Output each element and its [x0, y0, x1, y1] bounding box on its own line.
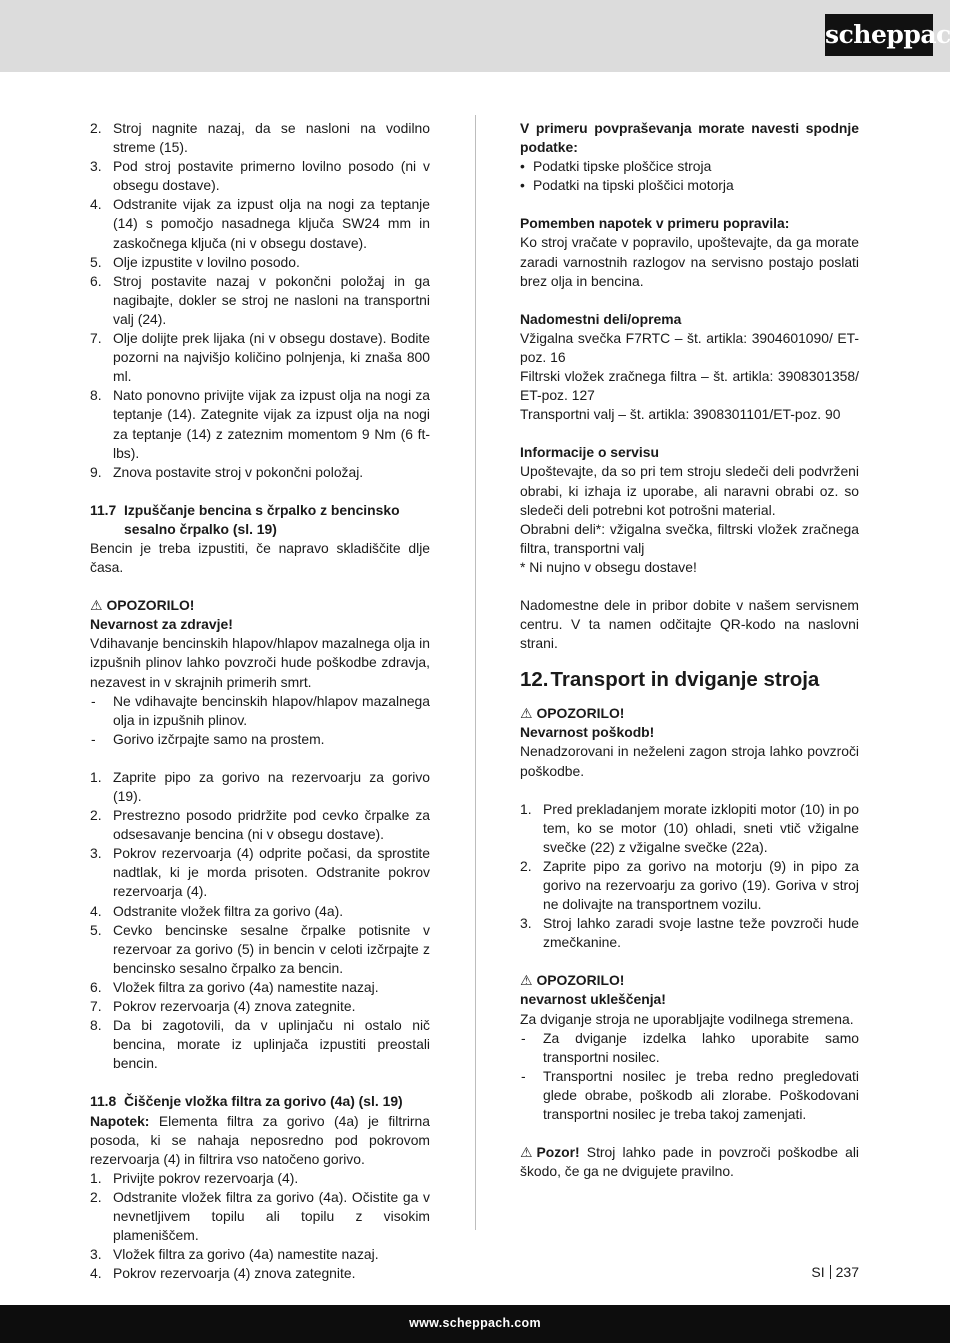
section-number: 12.	[520, 668, 549, 692]
list-step	[520, 800, 859, 857]
step-number: 6.	[90, 272, 102, 289]
step-number: 4.	[90, 902, 102, 919]
left-column	[90, 119, 430, 1283]
list-marker: -	[521, 1067, 526, 1084]
section-title: Izpuščanje bencina s črpalko z bencinsko sesalno črpalko (sl. 19)	[124, 501, 400, 537]
page-number	[800, 1264, 859, 1280]
list-step	[90, 195, 430, 252]
step-text: Pokrov rezervoarja (4) odprite počasi, da sprostite nadtlak, ki je morda prisoten. Odstranite pokrov rezervoarja (4).	[113, 845, 430, 900]
list-item	[520, 176, 859, 195]
list-step	[90, 902, 430, 921]
repair-text: Ko stroj vračate v popravilo, upoštevajte, da ga morate zaradi varnostnih razlogov na servisno postajo poslati brez olja in bencina.	[520, 234, 859, 289]
footnote-text: * Ni nujno v obsegu dostave!	[520, 558, 697, 575]
step-number: 6.	[90, 978, 102, 995]
list-step	[90, 997, 430, 1016]
list-step	[90, 978, 430, 997]
list-step	[90, 1245, 430, 1264]
list-step	[90, 463, 430, 482]
list-item	[520, 1029, 859, 1067]
section-title: Transport in dviganje stroja	[550, 668, 820, 692]
step-text: Pred prekladanjem morate izklopiti motor (10) in po tem, ko se motor (10) ohladi, sneti vtič vžigalne svečke (22) z vžigalne svečke (22a).	[543, 800, 859, 855]
section-11-7-heading	[90, 501, 430, 539]
list-step	[90, 272, 430, 329]
list-step	[90, 1016, 430, 1073]
item-text: Gorivo izčrpajte samo na prostem.	[113, 730, 325, 747]
website-link[interactable]: www.scheppach.com	[409, 1316, 541, 1330]
page-number-value: 237	[835, 1264, 859, 1280]
item-text: Ne vdihavajte bencinskih hlapov/hlapov mazalnega olja in izpušnih plinov.	[113, 692, 430, 728]
warning-triangle-icon: ⚠	[90, 597, 103, 614]
step-text: Olje dolijte prek lijaka (ni v obsegu dostave). Bodite pozorni na najvišjo količino polnjenja, ki znaša 800 ml.	[113, 330, 430, 385]
step-number: 2.	[90, 807, 102, 824]
list-step	[520, 914, 859, 952]
section-11-8-heading	[90, 1092, 430, 1111]
step-text: Odstranite vložek filtra za gorivo (4a). Očistite ga v nevnetljivem topilu ali topilu z visokim plameniščem.	[113, 1188, 430, 1244]
service-center-text: Nadomestne dele in pribor dobite v našem servisnem centru. V ta namen odčitajte QR-kodo na naslovni strani.	[520, 596, 859, 652]
note-label: Napotek:	[90, 1112, 150, 1129]
caution-text: Stroj lahko pade in povzroči poškodbe ali škodo, če ga ne dvigujete pravilno.	[520, 1144, 859, 1180]
step-text: Vložek filtra za gorivo (4a) namestite nazaj.	[113, 978, 379, 995]
list-item	[520, 157, 859, 176]
oil-change-steps	[90, 119, 430, 482]
list-item	[90, 730, 430, 749]
step-text: Stroj nagnite nazaj, da se nasloni na vodilno streme (15).	[113, 120, 430, 156]
step-text: Nato ponovno privijte vijak za izpust olja na nogi za teptanje (14). Zategnite vijak za izpust olja na nogi za teptanje (14) z zateznim momentom 9 Nm (6 ft-lbs).	[113, 387, 430, 461]
step-number: 2.	[520, 857, 532, 874]
list-step	[90, 844, 430, 901]
step-text: Prestrezno posodo pridržite pod cevko črpalke za odsesavanje bencina (ni v obsegu dostave).	[113, 807, 430, 843]
warning-heading: ⚠ OPOZORILO!	[520, 971, 859, 990]
spare-parts-title: Nadomestni deli/oprema	[520, 310, 682, 327]
scheppach-logo: scheppach	[825, 14, 933, 56]
service-text: Upoštevajte, da so pri tem stroju sledeči deli podvrženi obrabi, ki izhaja iz uporabe, ali naravni obrabi oz. so sledeči deli potrebni kot potrošni material.	[520, 463, 859, 518]
warning-text: Za dviganje stroja ne uporabljajte vodilnega stremena.	[520, 1010, 854, 1027]
warning-triangle-icon: ⚠	[520, 972, 533, 989]
list-step	[90, 157, 430, 195]
step-text: Vložek filtra za gorivo (4a) namestite nazaj.	[113, 1246, 379, 1263]
step-text: Odstranite vložek filtra za gorivo (4a).	[113, 902, 344, 919]
warning-heading: ⚠ OPOZORILO!	[90, 596, 430, 615]
note-paragraph	[90, 1112, 430, 1169]
item-text: Podatki tipske ploščice stroja	[533, 158, 712, 175]
section-11-7-text: Bencin je treba izpustiti, če napravo skladiščite dlje časa.	[90, 539, 430, 576]
list-step	[90, 1264, 430, 1283]
step-number: 3.	[90, 845, 102, 862]
step-number: 1.	[520, 800, 532, 817]
step-text: Pokrov rezervoarja (4) znova zategnite.	[113, 998, 356, 1015]
step-text: Da bi zagotovili, da v uplinjaču ni ostalo nič bencina, morate iz uplinjača izpustiti preostali bencin.	[113, 1017, 430, 1072]
wear-parts-text: Obrabni deli*: vžigalna svečka, filtrski vložek zračnega filtra, transportni valj	[520, 520, 859, 556]
item-text: Za dviganje izdelka lahko uporabite samo transportni nosilec.	[543, 1029, 859, 1065]
step-text: Pokrov rezervoarja (4) znova zategnite.	[113, 1265, 356, 1282]
list-step	[90, 806, 430, 844]
list-item	[520, 1067, 859, 1124]
step-number: 1.	[90, 768, 102, 785]
service-title: Informacije o servisu	[520, 444, 659, 461]
list-marker: •	[520, 158, 525, 175]
caution-paragraph	[520, 1143, 859, 1181]
step-number: 3.	[90, 158, 102, 175]
warning-subtitle: Nevarnost za zdravje!	[90, 616, 233, 633]
step-number: 7.	[90, 330, 102, 347]
caution-label: Pozor!	[536, 1144, 580, 1161]
warning-dash-list	[90, 692, 430, 749]
step-text: Olje izpustite v lovilno posodo.	[113, 253, 300, 270]
step-number: 9.	[90, 463, 102, 480]
inquiry-bullets	[520, 157, 859, 195]
step-text: Privijte pokrov rezervoarja (4).	[113, 1169, 299, 1186]
note-text: Elementa filtra za gorivo (4a) je filtrirna posoda, ki se nahaja neposredno pod pokrovom rezervoarja (4) in filtrira vso natočeno gorivo.	[90, 1112, 430, 1167]
spare-part-line: Transportni valj – št. artikla: 3908301101/ET-poz. 90	[520, 406, 841, 423]
list-step	[90, 1188, 430, 1245]
step-text: Zaprite pipo za gorivo na rezervoarju za gorivo (19).	[113, 768, 430, 804]
step-number: 7.	[90, 998, 102, 1015]
step-number: 2.	[90, 1188, 102, 1205]
step-text: Pod stroj postavite primerno lovilno posodo (ni v obsegu dostave).	[113, 158, 430, 194]
list-step	[90, 386, 430, 462]
section-number: 11.8	[90, 1093, 117, 1110]
step-number: 8.	[90, 1017, 102, 1034]
step-number: 1.	[90, 1169, 102, 1186]
step-text: Stroj postavite nazaj v pokončni položaj in ga nagibajte, dokler se stroj ne nasloni na transportni valj (24).	[113, 272, 430, 327]
step-number: 4.	[90, 196, 102, 213]
inquiry-title: V primeru povpraševanja morate navesti spodnje podatke:	[520, 120, 859, 156]
list-marker: •	[520, 177, 525, 194]
section-12-heading	[520, 666, 859, 693]
transport-steps	[520, 800, 859, 953]
step-text: Stroj lahko zaradi svoje lastne teže povzroči hude zmečkanine.	[543, 915, 859, 951]
step-text: Zaprite pipo za gorivo na motorju (9) in pipo za gorivo na rezervoarju za gorivo (19). Goriva v stroj ne dolivajte na transportnem vozilu.	[543, 857, 859, 913]
language-code: SI	[811, 1264, 825, 1280]
list-step	[90, 768, 430, 806]
list-marker: -	[91, 730, 96, 747]
repair-title: Pomemben napotek v primeru popravila:	[520, 215, 790, 232]
list-marker: -	[521, 1029, 526, 1046]
warning-triangle-icon: ⚠	[520, 1144, 533, 1161]
list-step	[90, 921, 430, 978]
pager-separator	[830, 1265, 831, 1279]
warning-text: Nenadzorovani in neželeni zagon stroja lahko povzroči poškodbe.	[520, 743, 859, 779]
step-text: Odstranite vijak za izpust olja na nogi za teptanje (14) s pomočjo nasadnega ključa SW24 mm in zaskočnega ključa (ni v obsegu dostave).	[113, 196, 430, 251]
warning-subtitle: nevarnost ukleščenja!	[520, 991, 666, 1008]
step-number: 2.	[90, 120, 102, 136]
warning-triangle-icon: ⚠	[520, 705, 533, 722]
warning-subtitle: Nevarnost poškodb!	[520, 724, 655, 741]
list-item	[90, 692, 430, 730]
step-number: 3.	[90, 1246, 102, 1263]
warning-text: Vdihavanje bencinskih hlapov/hlapov mazalnega olja in izpušnih plinov lahko povzroči hude poškodbe zdravja, nezavest in v skrajnih primerih smrt.	[90, 635, 430, 690]
section-number: 11.7	[90, 501, 117, 518]
column-divider	[475, 115, 476, 1230]
section-title: Čiščenje vložka filtra za gorivo (4a) (sl. 19)	[124, 1093, 403, 1110]
step-number: 4.	[90, 1265, 102, 1282]
spare-part-line: Vžigalna svečka F7RTC – št. artikla: 3904601090/ ET-poz. 16	[520, 329, 859, 365]
step-text: Cevko bencinske sesalne črpalke potisnite v rezervoar za gorivo (5) in bencin v celoti izčrpajte z bencinsko sesalno črpalko za bencin.	[113, 921, 430, 976]
list-marker: -	[91, 692, 96, 709]
item-text: Podatki na tipski ploščici motorja	[533, 177, 734, 194]
spare-part-line: Filtrski vložek zračnega filtra – št. artikla: 3908301358/ ET-poz. 127	[520, 368, 859, 404]
step-text: Znova postavite stroj v pokončni položaj.	[113, 463, 364, 480]
list-step	[90, 329, 430, 386]
item-text: Transportni nosilec je treba redno pregledovati glede obrabe, poškodb ali zlorabe. Poškodovani transportni nosilec je treba takoj zamenjati.	[543, 1067, 859, 1123]
warning-dash-list	[520, 1029, 859, 1124]
warning-heading: ⚠ OPOZORILO!	[520, 704, 859, 723]
right-column	[520, 119, 859, 1181]
step-number: 8.	[90, 387, 102, 404]
list-step	[90, 1169, 430, 1188]
step-number: 5.	[90, 253, 102, 270]
step-number: 5.	[90, 921, 102, 938]
list-step	[520, 857, 859, 914]
list-step	[90, 119, 430, 157]
list-step	[90, 253, 430, 272]
header-bar	[0, 0, 968, 72]
filter-cleaning-steps	[90, 1169, 430, 1284]
fuel-drain-steps	[90, 768, 430, 1074]
footer-bar	[0, 1305, 950, 1343]
step-number: 3.	[520, 915, 532, 932]
